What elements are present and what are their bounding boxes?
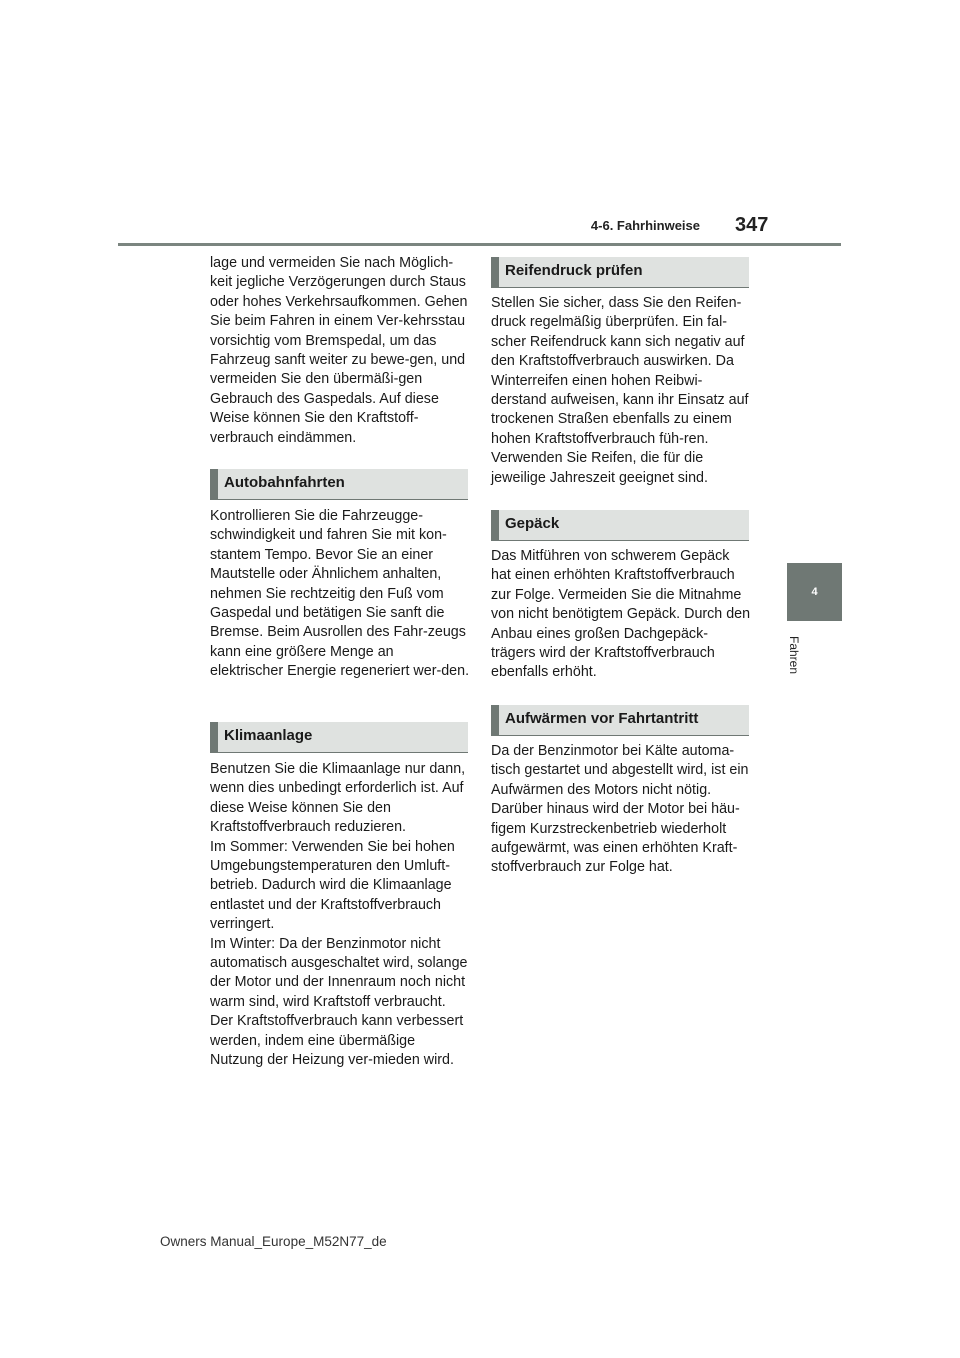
heading-text: Gepäck: [505, 515, 560, 532]
section-heading-aufwaermen: [491, 705, 749, 735]
section-body: Stellen Sie sicher, dass Sie den Reifen-druck regelmäßig überprüfen. Ein fal-scher Reifendruck kann sich negativ auf den Kraftstoffverbrauch auswirken. Da Winterreifen einen hohen Reibwi-derstand aufweisen, kann ihr Einsatz auf trockenen Straßen ebenfalls zu einem hohen Kraftstoffverbrauch füh-ren. Verwenden Sie Reifen, die für die jeweilige Jahreszeit geeignet sind.: [491, 295, 749, 486]
page-number: 347: [735, 214, 769, 236]
section-heading-reifendruck: [491, 257, 749, 287]
intro-paragraph: lage und vermeiden Sie nach Möglich-keit jegliche Verzögerungen durch Staus oder hohes Verkehrsaufkommen. Gehen Sie beim Fahren in einem Ver-kehrsstau vorsichtig vom Bremspedal, um das Fahrzeug sanft weiter zu bewe-gen, und vermeiden Sie den übermäßi-gen Gebrauch des Gaspedals. Auf diese Weise können Sie den Kraftstoff-verbrauch eindämmen.: [210, 255, 468, 446]
heading-text: Autobahnfahrten: [224, 474, 345, 491]
section-body-gepaeck-block: [491, 547, 751, 683]
page-footer: Owners Manual_Europe_M52N77_de: [160, 1234, 387, 1249]
chapter-tab: [787, 563, 842, 621]
chapter-number: 4: [811, 586, 818, 598]
section-body: Kontrollieren Sie die Fahrzeugge-schwindigkeit und fahren Sie mit kon-stantem Tempo. Bevor Sie an einer Mautstelle oder Ähnlichem anhalten, nehmen Sie rechtzeitig den Fuß vom Gaspedal und betätigen Sie sanft die Bremse. Beim Ausrollen des Fahr-zeugs kann eine größere Menge an elektrischer Energie regeneriert wer-den.: [210, 508, 470, 680]
section-heading-klimaanlage: [210, 722, 468, 752]
chapter-label: [787, 632, 801, 677]
section-body-reifendruck-block: [491, 294, 751, 488]
heading-text: Klimaanlage: [224, 727, 313, 744]
section-heading-autobahnfahrten: [210, 469, 468, 499]
chapter-label-text: Fahren: [787, 635, 801, 674]
section-body-aufwaermen-block: [491, 742, 751, 878]
section-body-autobahnfahrten-block: [210, 507, 470, 682]
heading-text: Aufwärmen vor Fahrtantritt: [505, 710, 699, 727]
section-body: Da der Benzinmotor bei Kälte automa-tisch gestartet und abgestellt wird, ist ein Aufwärmen des Motors nicht nötig. Darüber hinaus wird der Motor bei häu-figem Kurzstreckenbetrieb wiederholt aufgewärmt, was einen erhöhten Kraft-stoffverbrauch zur Folge hat.: [491, 743, 749, 876]
intro-paragraph-block: [210, 254, 470, 448]
section-body: Das Mitführen von schwerem Gepäck hat einen erhöhten Kraftstoffverbrauch zur Folge. Vermeiden Sie die Mitnahme von nicht benötigtem Gepäck. Durch den Anbau eines großen Dachgepäck-trägers wird der Kraftstoffverbrauch ebenfalls erhöht.: [491, 548, 751, 681]
section-title: 4-6. Fahrhinweise: [590, 218, 700, 233]
section-body-klimaanlage-block: [210, 760, 470, 1071]
heading-text: Reifendruck prüfen: [505, 262, 643, 279]
header-divider: [118, 243, 841, 246]
section-body: Benutzen Sie die Klimaanlage nur dann, wenn dies unbedingt erforderlich ist. Auf diese Weise können Sie den Kraftstoffverbrauch reduzieren. Im Sommer: Verwenden Sie bei hohen Umgebungstemperaturen den Umluft-betrieb. Dadurch wird die Klimaanlage entlastet und der Kraftstoffverbrauch verringert. Im Winter: Da der Benzinmotor nicht automatisch ausgeschaltet wird, solange der Motor und der Innenraum noch nicht warm sind, wird Kraftstoff verbraucht. Der Kraftstoffverbrauch kann verbessert werden, indem eine übermäßige Nutzung der Heizung ver-mieden wird.: [210, 761, 468, 1069]
section-heading-gepaeck: [491, 510, 749, 540]
